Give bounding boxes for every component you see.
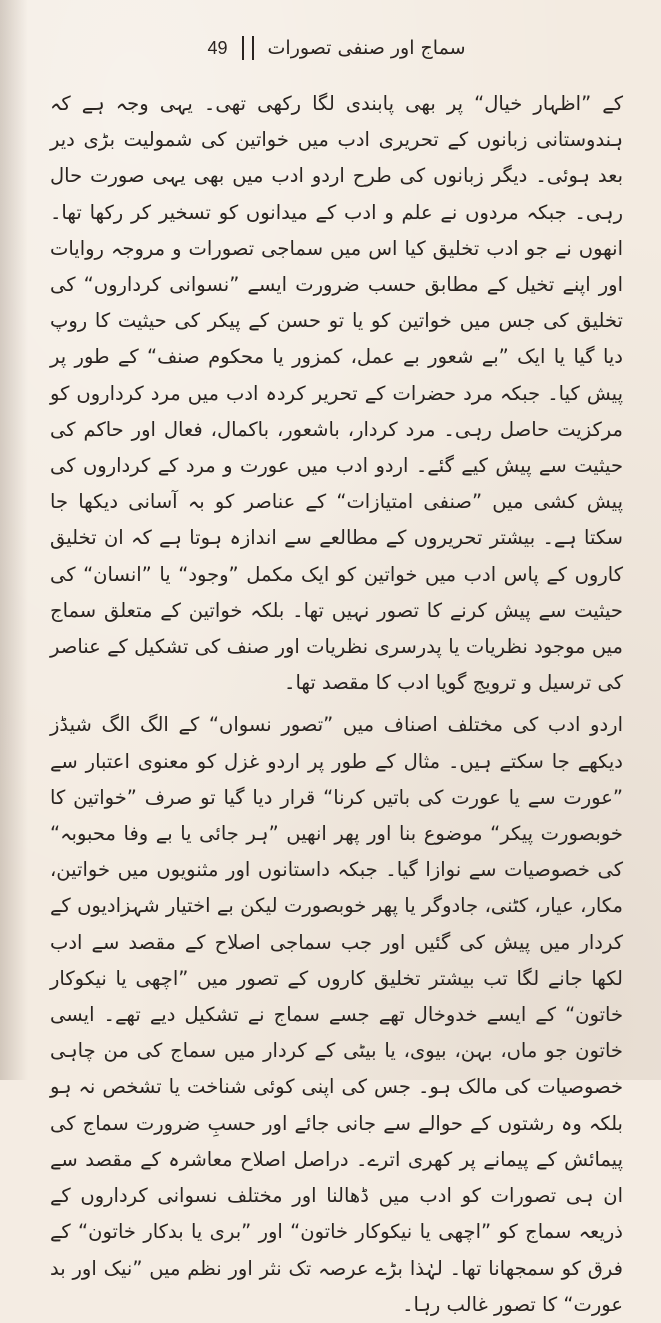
- paragraph-1: کے ”اظہار خیال“ پر بھی پابندی لگا رکھی تھی۔ یہی وجہ ہے کہ ہندوستانی زبانوں کے تحریری ادب میں خواتین کی شمولیت بڑی دیر بعد ہوئی۔ دیگر زبانوں کی طرح اردو ادب میں بھی یہی صورت حال رہی۔ جبکہ مردوں نے علم و ادب کے میدانوں کو تسخیر کر رکھا تھا۔ انھوں نے جو ادب تخلیق کیا اس میں سماجی تصورات و مروجہ روایات اور اپنے تخیل کے مطابق حسب ضرورت ایسے ”نسوانی کرداروں“ کی تخلیق کی جس میں خواتین کو یا تو حسن کے پیکر کی حیثیت کا روپ دیا گیا یا ایک ”بے شعور بے عمل، کمزور یا محکوم صنف“ کے طور پر پیش کیا۔ جبکہ مرد حضرات کے تحریر کردہ ادب میں مرد کرداروں کو مرکزیت حاصل رہی۔ مرد کردار، باشعور، باکمال، فعال اور حاکم کی حیثیت سے پیش کیے گئے۔ اردو ادب میں عورت و مرد کے کرداروں کی پیش کشی میں ”صنفی امتیازات“ کے عناصر کو بہ آسانی دیکھا جا سکتا ہے۔ بیشتر تحریروں کے مطالعے سے اندازہ ہوتا ہے کہ ان تخلیق کاروں کے پاس ادب میں خواتین کو ایک مکمل ”وجود“ یا ”انسان“ کی حیثیت سے پیش کرنے کا تصور نہیں تھا۔ بلکہ خواتین کے متعلق سماج میں موجود نظریات یا پدرسری نظریات اور صنف کی تشکیل کے عناصر کی ترسیل و ترویج گویا ادب کا مقصد تھا۔: [50, 92, 623, 695]
- running-title: سماج اور صنفی تصورات: [267, 37, 466, 59]
- spine-shadow: [0, 0, 28, 1080]
- page-number: 49: [207, 37, 228, 58]
- header-divider: [242, 36, 254, 60]
- paragraph-2: اردو ادب کی مختلف اصناف میں ”تصور نسواں“ کے الگ الگ شیڈز دیکھے جا سکتے ہیں۔ مثال کے طور پر اردو غزل کو معنوی اعتبار سے ”عورت سے یا عورت کی باتیں کرنا“ قرار دیا گیا تو صرف ”خواتین کا خوبصورت پیکر“ موضوع بنا اور پھر انھیں ”ہر جائی یا بے وفا محبوبہ“ کی خصوصیات سے نوازا گیا۔ جبکہ داستانوں اور مثنویوں میں خواتین، مکار، عیار، کٹنی، جادوگر یا پھر خوبصورت لیکن بے اختیار شہزادیوں کے کردار میں پیش کی گئیں اور جب سماجی اصلاح کے مقصد سے ادب لکھا جانے لگا تب بیشتر تخلیق کاروں کے تصور میں ”اچھی یا نیکوکار خاتون“ کے ایسے خدوخال تھے جسے سماج نے تشکیل دیے تھے۔ ایسی خاتون جو ماں، بہن، بیوی، یا بیٹی کے کردار میں سماج کی من چاہی خصوصیات کی مالک ہو۔ جس کی اپنی کوئی شناخت یا تشخص نہ ہو بلکہ وہ رشتوں کے حوالے سے جانی جائے اور حسبِ ضرورت سماج کی پیمائش کے پیمانے پر کھری اترے۔ دراصل اصلاح معاشرہ کے مقصد سے ان ہی تصورات کو ادب میں ڈھالنا اور مختلف نسوانی کرداروں کے ذریعہ سماج کو ”اچھی یا نیکوکار خاتون“ اور ”بری یا بدکار خاتون“ کے فرق کو سمجھانا تھا۔ لہٰذا بڑے عرصہ تک نثر اور نظم میں ”نیک اور بد عورت“ کا تصور غالب رہا۔: [50, 713, 623, 1316]
- running-header: [50, 30, 623, 66]
